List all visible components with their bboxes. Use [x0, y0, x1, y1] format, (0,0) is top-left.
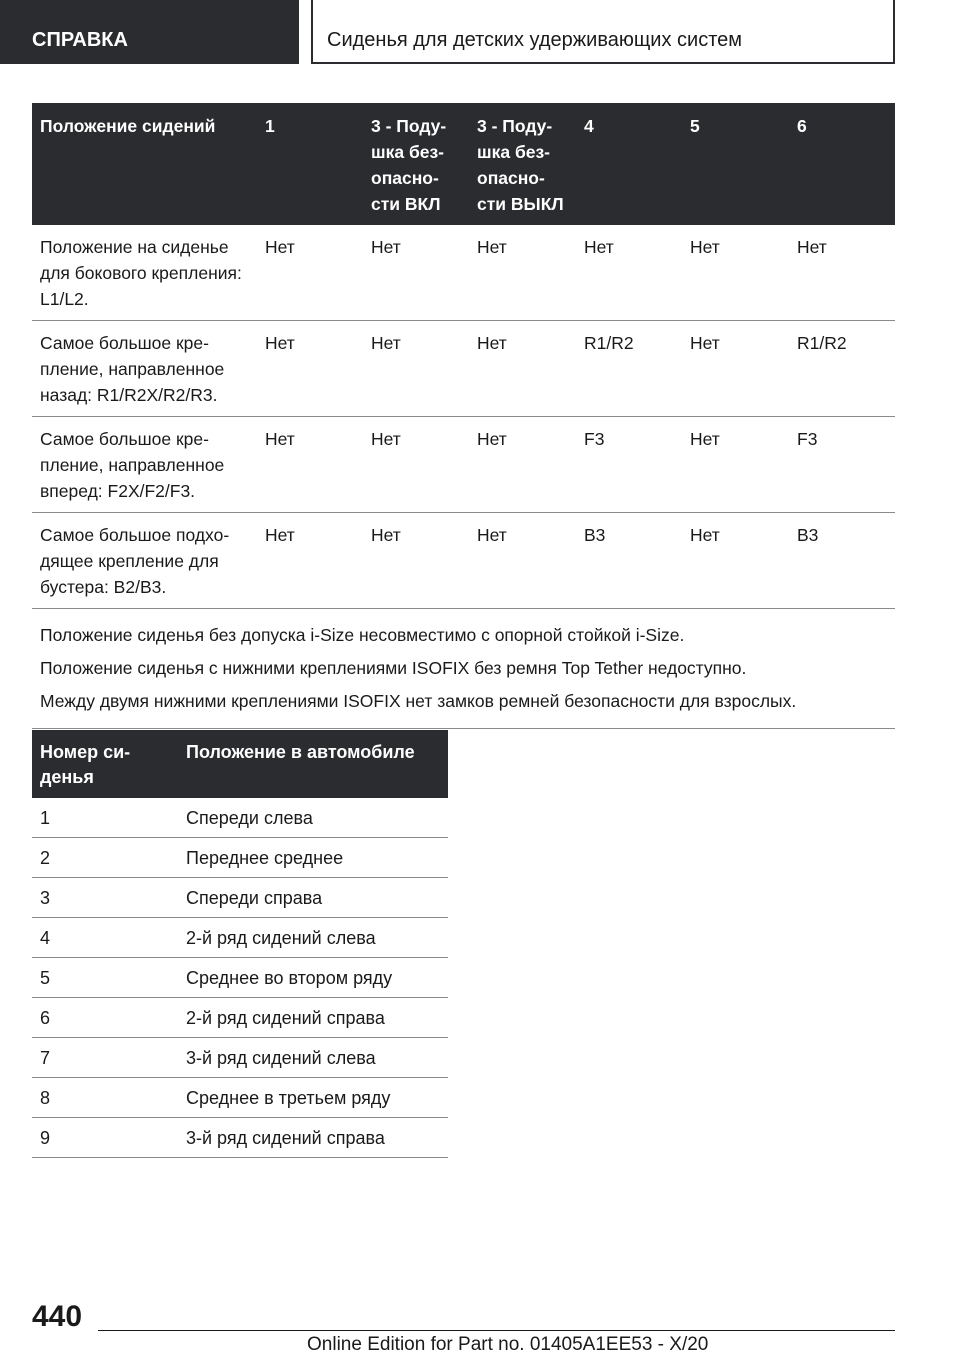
- table-notes: [32, 609, 895, 729]
- footer-edition-text: Online Edition for Part no. 01405A1EE53 - X/20: [307, 1334, 709, 1355]
- table-row: [32, 1038, 448, 1078]
- table-cell: F3: [576, 417, 682, 513]
- table-header-row: [32, 103, 895, 225]
- seat-number: 4: [32, 918, 178, 958]
- table-row: [32, 918, 448, 958]
- header-section-label: СПРАВКА: [0, 0, 299, 64]
- table-cell: Нет: [363, 513, 469, 609]
- header-cell: 3 - Поду-шка без-опасно-сти ВЫКЛ: [469, 103, 576, 225]
- table-row: [32, 958, 448, 998]
- seat-position: Среднее во втором ряду: [178, 958, 448, 998]
- table-row: [32, 798, 448, 838]
- table-row: [32, 513, 895, 609]
- header-chapter-title: Сиденья для детских удерживающих систем: [311, 0, 895, 64]
- note-line: Положение сиденья без допуска i-Size несовместимо с опорной стойкой i-Size.: [40, 625, 685, 645]
- seat-number: 7: [32, 1038, 178, 1078]
- seat-position: 3-й ряд сидений слева: [178, 1038, 448, 1078]
- table-row: [32, 321, 895, 417]
- table-row: [32, 1078, 448, 1118]
- seat-number: 5: [32, 958, 178, 998]
- header-cell: 1: [257, 103, 363, 225]
- seat-positions-table: [32, 103, 895, 729]
- header-cell: Номер си-денья: [32, 730, 178, 798]
- row-label: Самое большое кре-пление, направленное назад: R1/R2X/R2/R3.: [32, 321, 257, 417]
- table-cell: Нет: [789, 225, 895, 321]
- row-label: Самое большое подхо-дящее крепление для бустера: B2/B3.: [32, 513, 257, 609]
- seat-number: 6: [32, 998, 178, 1038]
- header-cell: Положение в автомобиле: [178, 730, 448, 798]
- note-line: Положение сиденья с нижними креплениями ISOFIX без ремня Top Tether недоступно.: [40, 658, 747, 678]
- table-cell: B3: [789, 513, 895, 609]
- header-cell: 6: [789, 103, 895, 225]
- table-notes-row: [32, 609, 895, 729]
- row-label: Самое большое кре-пление, направленное вперед: F2X/F2/F3.: [32, 417, 257, 513]
- seat-position: 3-й ряд сидений справа: [178, 1118, 448, 1158]
- table-cell: Нет: [469, 417, 576, 513]
- table-cell: F3: [789, 417, 895, 513]
- header-cell: 5: [682, 103, 789, 225]
- table-cell: Нет: [363, 417, 469, 513]
- note-line: Между двумя нижними креплениями ISOFIX нет замков ремней безопасности для взрослых.: [40, 691, 797, 711]
- seat-position: Спереди справа: [178, 878, 448, 918]
- table-cell: Нет: [682, 513, 789, 609]
- seat-position: Переднее среднее: [178, 838, 448, 878]
- table-cell: Нет: [257, 417, 363, 513]
- header-cell: 3 - Поду-шка без-опасно-сти ВКЛ: [363, 103, 469, 225]
- seat-number: 1: [32, 798, 178, 838]
- seat-numbers-table: [32, 730, 448, 1158]
- header-cell: Положение сидений: [32, 103, 257, 225]
- table-cell: Нет: [363, 321, 469, 417]
- table-cell: Нет: [682, 321, 789, 417]
- table-cell: R1/R2: [576, 321, 682, 417]
- table-row: [32, 225, 895, 321]
- table-cell: Нет: [363, 225, 469, 321]
- table-row: [32, 417, 895, 513]
- table-row: [32, 998, 448, 1038]
- table-cell: Нет: [257, 513, 363, 609]
- table-header-row: [32, 730, 448, 798]
- table-cell: R1/R2: [789, 321, 895, 417]
- seat-position: Среднее в третьем ряду: [178, 1078, 448, 1118]
- table-cell: Нет: [576, 225, 682, 321]
- table-cell: B3: [576, 513, 682, 609]
- row-label: Положение на сиденье для бокового крепления: L1/L2.: [32, 225, 257, 321]
- header-cell: 4: [576, 103, 682, 225]
- table-cell: Нет: [469, 513, 576, 609]
- table-row: [32, 838, 448, 878]
- table-cell: Нет: [257, 321, 363, 417]
- table-row: [32, 878, 448, 918]
- seat-number: 9: [32, 1118, 178, 1158]
- seat-number: 8: [32, 1078, 178, 1118]
- seat-number: 3: [32, 878, 178, 918]
- table-cell: Нет: [469, 225, 576, 321]
- seat-position: 2-й ряд сидений справа: [178, 998, 448, 1038]
- page-number: 440: [32, 1300, 83, 1333]
- table-cell: Нет: [682, 225, 789, 321]
- footer-divider: [98, 1330, 895, 1331]
- table-cell: Нет: [682, 417, 789, 513]
- table-cell: Нет: [469, 321, 576, 417]
- seat-position: Спереди слева: [178, 798, 448, 838]
- seat-position: 2-й ряд сидений слева: [178, 918, 448, 958]
- seat-number: 2: [32, 838, 178, 878]
- table-row: [32, 1118, 448, 1158]
- table-cell: Нет: [257, 225, 363, 321]
